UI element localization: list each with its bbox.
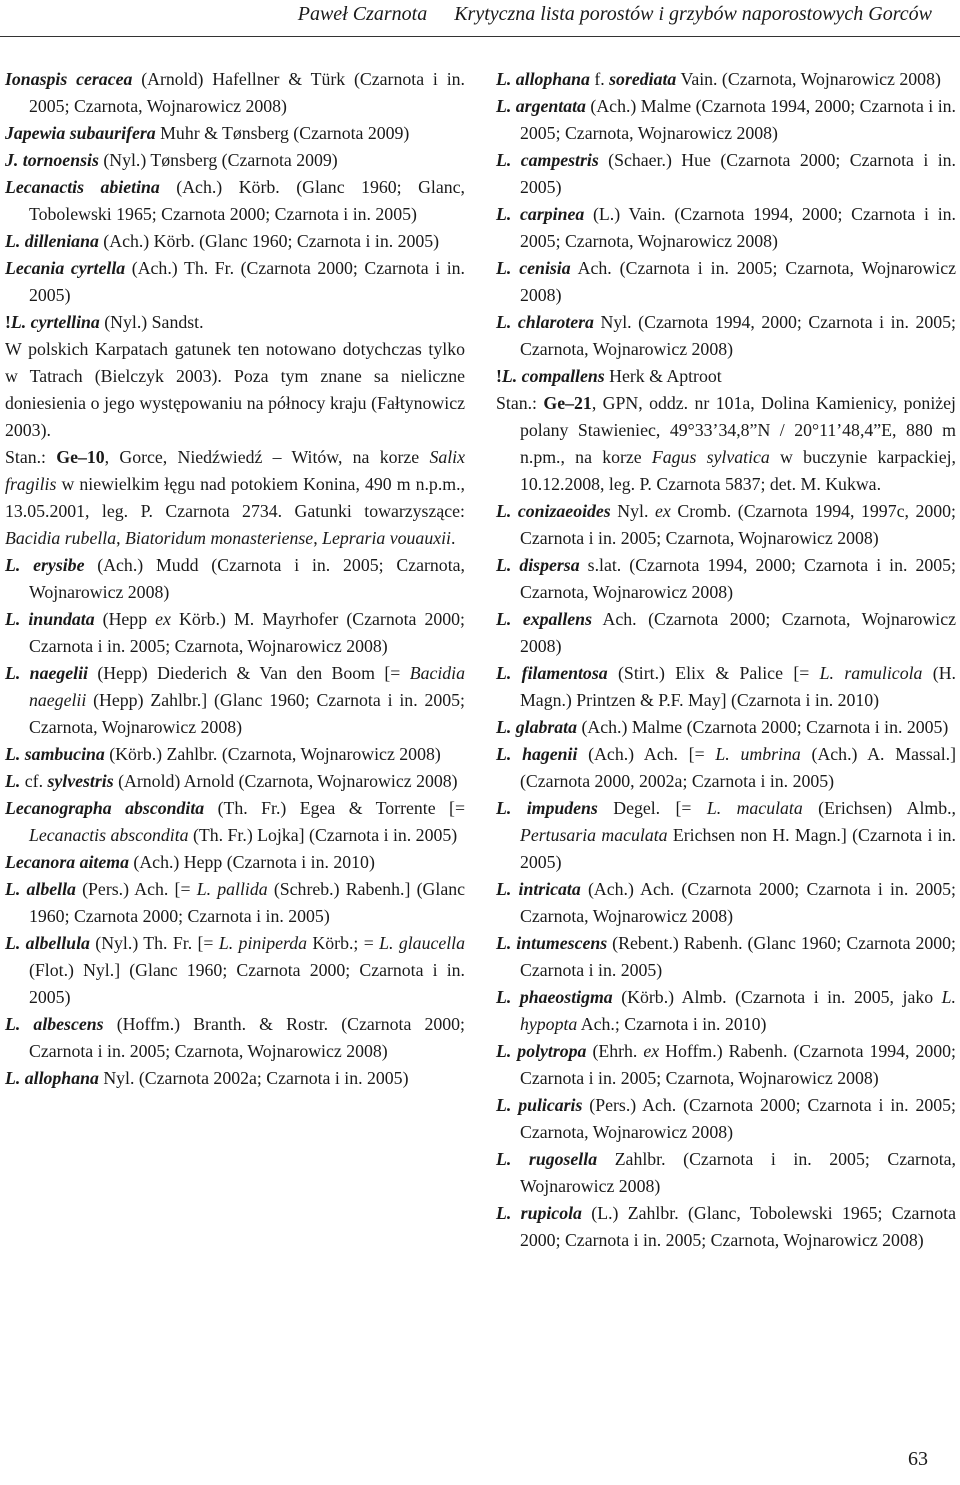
species-entry: L. impudens Degel. [= L. maculata (Erichsen) Almb., Pertusaria maculata Erichsen non H. Magn.] (Czarnota i in. 2005) — [496, 798, 956, 872]
locality-record: Stan.: Ge–21, GPN, oddz. nr 101a, Dolina Kamienicy, poniżej polany Stawieniec, 49°33’34,8”N / 20°11’48,4”E, 880 m n.pm., na korze Fagus sylvatica w buczynie karpackiej, 10.12.2008, leg. P. Czarnota 5837; det. M. Kukwa. — [496, 393, 956, 494]
species-entry: Japewia subaurifera Muhr & Tønsberg (Czarnota 2009) — [5, 123, 410, 143]
species-entry: L. albella (Pers.) Ach. [= L. pallida (Schreb.) Rabenh.] (Glanc 1960; Czarnota 2000; Czarnota i in. 2005) — [5, 879, 465, 926]
species-entry: !L. cyrtellina (Nyl.) Sandst. — [5, 312, 204, 332]
species-entry: L. erysibe (Ach.) Mudd (Czarnota i in. 2005; Czarnota, Wojnarowicz 2008) — [5, 555, 465, 602]
body-paragraph: Stan.: Ge–10, Gorce, Niedźwiedź – Witów, na korze Salix fragilis w niewielkim łęgu nad potokiem Konina, 490 m n.p.m., 13.05.2001, leg. P. Czarnota 2734. Gatunki towarzyszące: Bacidia rubella, Biatoridum monasteriense, Lepraria vouauxii. — [5, 447, 465, 548]
header-rule — [0, 36, 960, 37]
species-entry: L. rupicola (L.) Zahlbr. (Glanc, Tobolewski 1965; Czarnota 2000; Czarnota i in. 2005; Czarnota, Wojnarowicz 2008) — [496, 1203, 956, 1250]
species-entry: L. allophana Nyl. (Czarnota 2002a; Czarnota i in. 2005) — [5, 1068, 409, 1088]
species-entry: L. albescens (Hoffm.) Branth. & Rostr. (Czarnota 2000; Czarnota i in. 2005; Czarnota, Wojnarowicz 2008) — [5, 1014, 465, 1061]
species-entry: L. hagenii (Ach.) Ach. [= L. umbrina (Ach.) A. Massal.] (Czarnota 2000, 2002a; Czarnota i in. 2005) — [496, 744, 957, 791]
species-entry: Lecanographa abscondita (Th. Fr.) Egea & Torrente [= Lecanactis abscondita (Th. Fr.) Lojka] (Czarnota i in. 2005) — [5, 798, 465, 845]
left-column — [5, 66, 465, 1092]
species-entry: Ionaspis ceracea (Arnold) Hafellner & Türk (Czarnota i in. 2005; Czarnota, Wojnarowicz 2008) — [5, 69, 465, 116]
species-entry: L. carpinea (L.) Vain. (Czarnota 1994, 2000; Czarnota i in. 2005; Czarnota, Wojnarowicz 2008) — [496, 204, 956, 251]
running-header — [298, 0, 932, 34]
species-entry: L. rugosella Zahlbr. (Czarnota i in. 2005; Czarnota, Wojnarowicz 2008) — [496, 1149, 956, 1196]
header-author: Paweł Czarnota — [297, 3, 428, 25]
species-entry: L. campestris (Schaer.) Hue (Czarnota 2000; Czarnota i in. 2005) — [496, 150, 956, 197]
species-entry: L. pulicaris (Pers.) Ach. (Czarnota 2000; Czarnota i in. 2005; Czarnota, Wojnarowicz 2008) — [496, 1095, 956, 1142]
species-entry: Lecanora aitema (Ach.) Hepp (Czarnota i in. 2010) — [5, 852, 375, 872]
species-entry: L. intumescens (Rebent.) Rabenh. (Glanc 1960; Czarnota 2000; Czarnota i in. 2005) — [496, 933, 956, 980]
species-entry: L. argentata (Ach.) Malme (Czarnota 1994, 2000; Czarnota i in. 2005; Czarnota, Wojnarowicz 2008) — [496, 96, 956, 143]
species-entry: L. phaeostigma (Körb.) Almb. (Czarnota i in. 2005, jako L. hypopta Ach.; Czarnota i in. 2010) — [496, 987, 956, 1034]
header-title: Krytyczna lista porostów i grzybów naporostowych Gorców — [454, 3, 932, 25]
species-entry: L. inundata (Hepp ex Körb.) M. Mayrhofer (Czarnota 2000; Czarnota i in. 2005; Czarnota, Wojnarowicz 2008) — [5, 609, 466, 656]
species-entry: L. allophana f. sorediata Vain. (Czarnota, Wojnarowicz 2008) — [496, 69, 941, 89]
species-entry: L. chlarotera Nyl. (Czarnota 1994, 2000; Czarnota i in. 2005; Czarnota, Wojnarowicz 2008) — [496, 312, 956, 359]
species-entry: L. intricata (Ach.) Ach. (Czarnota 2000; Czarnota i in. 2005; Czarnota, Wojnarowicz 2008) — [496, 879, 956, 926]
species-entry: Lecania cyrtella (Ach.) Th. Fr. (Czarnota 2000; Czarnota i in. 2005) — [5, 258, 466, 305]
species-entry: Lecanactis abietina (Ach.) Körb. (Glanc 1960; Glanc, Tobolewski 1965; Czarnota 2000; Czarnota i in. 2005) — [5, 177, 465, 224]
species-entry: L. filamentosa (Stirt.) Elix & Palice [= L. ramulicola (H. Magn.) Printzen & P.F. May] (Czarnota i in. 2010) — [496, 663, 957, 710]
species-entry: L. conizaeoides Nyl. ex Cromb. (Czarnota 1994, 1997c, 2000; Czarnota i in. 2005; Czarnota, Wojnarowicz 2008) — [496, 501, 956, 548]
species-entry: !L. compallens Herk & Aptroot — [496, 366, 722, 386]
species-entry: J. tornoensis (Nyl.) Tønsberg (Czarnota 2009) — [5, 150, 338, 170]
species-entry: L. cenisia Ach. (Czarnota i in. 2005; Czarnota, Wojnarowicz 2008) — [496, 258, 956, 305]
right-column — [496, 66, 956, 1254]
species-entry: L. glabrata (Ach.) Malme (Czarnota 2000; Czarnota i in. 2005) — [496, 717, 949, 737]
species-entry: L. dilleniana (Ach.) Körb. (Glanc 1960; Czarnota i in. 2005) — [5, 231, 440, 251]
body-paragraph: W polskich Karpatach gatunek ten notowano dotychczas tylko w Tatrach (Bielczyk 2003). Poza tym znane sa nieliczne doniesienia o jego występowaniu na północy kraju (Fałtynowicz 2003). — [5, 339, 465, 440]
species-entry: L. naegelii (Hepp) Diederich & Van den Boom [= Bacidia naegelii (Hepp) Zahlbr.] (Glanc 1960; Czarnota i in. 2005; Czarnota, Wojnarowicz 2008) — [5, 663, 466, 737]
species-entry: L. polytropa (Ehrh. ex Hoffm.) Rabenh. (Czarnota 1994, 2000; Czarnota i in. 2005; Czarnota, Wojnarowicz 2008) — [496, 1041, 956, 1088]
species-entry: L. albellula (Nyl.) Th. Fr. [= L. piniperda Körb.; = L. glaucella (Flot.) Nyl.] (Glanc 1960; Czarnota 2000; Czarnota i in. 2005) — [5, 933, 466, 1007]
species-entry: L. cf. sylvestris (Arnold) Arnold (Czarnota, Wojnarowicz 2008) — [5, 771, 458, 791]
page-number: 63 — [908, 1448, 928, 1470]
species-entry: L. expallens Ach. (Czarnota 2000; Czarnota, Wojnarowicz 2008) — [496, 609, 956, 656]
species-entry: L. sambucina (Körb.) Zahlbr. (Czarnota, Wojnarowicz 2008) — [5, 744, 441, 764]
species-entry: L. dispersa s.lat. (Czarnota 1994, 2000; Czarnota i in. 2005; Czarnota, Wojnarowicz 2008) — [496, 555, 957, 602]
